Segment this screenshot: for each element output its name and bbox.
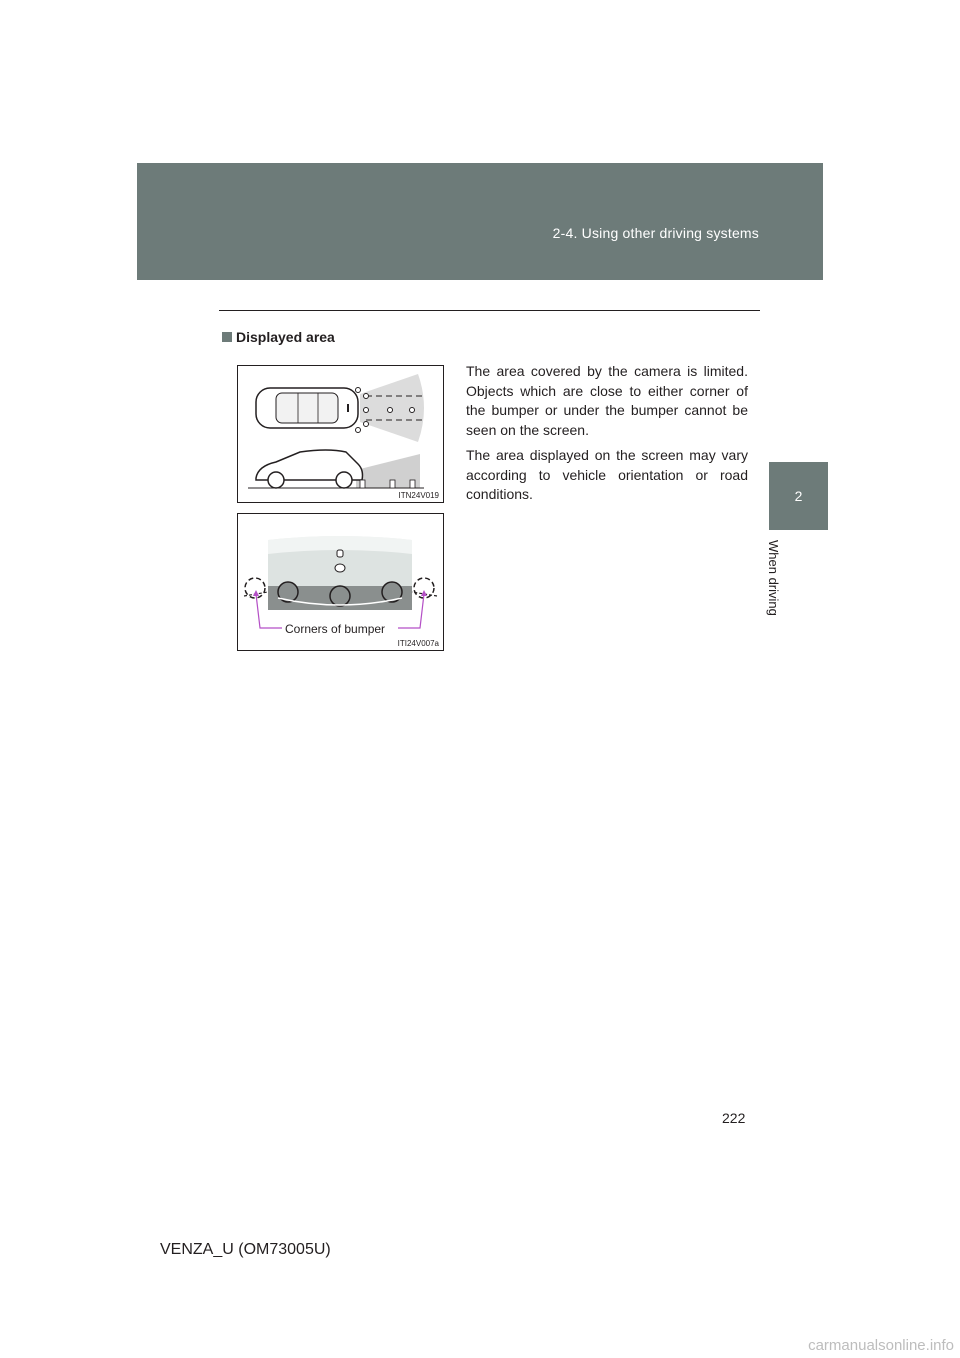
- wheel: [268, 472, 284, 488]
- camera-coverage-illustration: [238, 366, 443, 502]
- watermark: carmanualsonline.info: [808, 1337, 954, 1354]
- section-heading: [222, 329, 335, 345]
- sensor-mark: [335, 564, 345, 572]
- sensor-circle: [388, 408, 393, 413]
- bumper-corners-figure: [237, 513, 444, 651]
- paragraph: The area covered by the camera is limited. Objects which are close to either corner of the bumper or under the bumper cannot be seen on the screen.: [466, 363, 748, 438]
- model-code: VENZA_U (OM73005U): [160, 1241, 331, 1258]
- sensor-circle: [364, 422, 369, 427]
- wheel: [336, 472, 352, 488]
- sensor-mark: [337, 550, 343, 557]
- sensor-circle: [364, 394, 369, 399]
- header-rule: [219, 310, 760, 311]
- header-band: [137, 163, 823, 280]
- chapter-tab: [769, 462, 828, 530]
- section-heading-text: Displayed area: [236, 329, 335, 345]
- chapter-number: 2: [794, 488, 803, 504]
- camera-coverage-figure: [237, 365, 444, 503]
- sensor-circle: [410, 408, 415, 413]
- sensor-circle: [356, 428, 361, 433]
- chapter-label-wrap: [760, 540, 790, 630]
- figure-code: ITI24V007a: [397, 639, 439, 648]
- obstacle: [330, 586, 350, 606]
- square-bullet-icon: [222, 332, 232, 342]
- section-title: 2-4. Using other driving systems: [552, 225, 759, 241]
- figure-caption: Corners of bumper: [285, 622, 386, 636]
- chapter-label: When driving: [766, 540, 781, 616]
- sensor-circle: [364, 408, 369, 413]
- sensor-circle: [356, 388, 361, 393]
- page-number: 222: [722, 1110, 746, 1126]
- body-text: [466, 362, 748, 511]
- figure-code: ITN24V019: [398, 491, 439, 500]
- paragraph: The area displayed on the screen may vary according to vehicle orientation or road conditions.: [466, 447, 748, 502]
- car-roof: [276, 393, 338, 423]
